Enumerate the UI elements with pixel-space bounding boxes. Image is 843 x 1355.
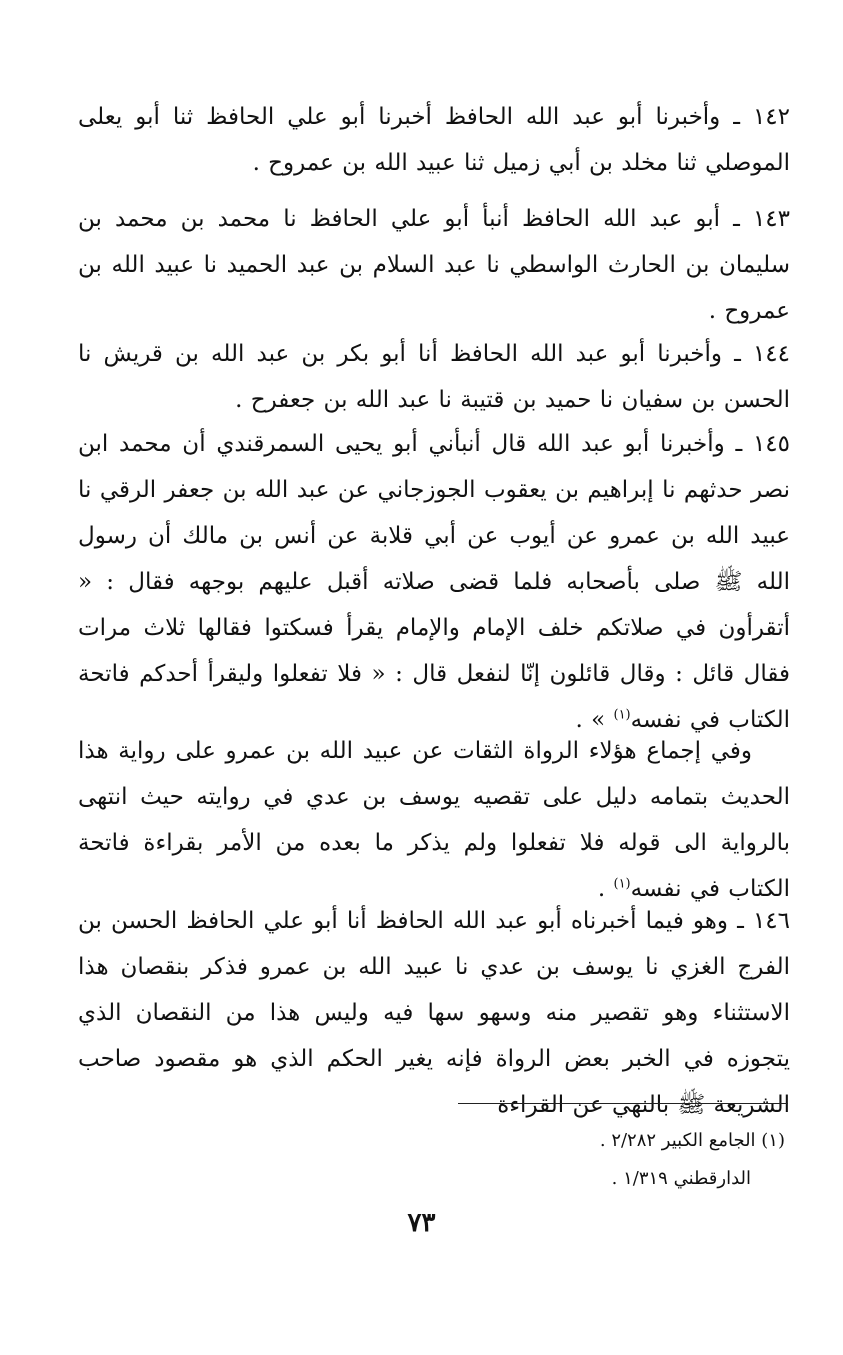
hadith-143: [78, 196, 790, 334]
hadith-144: [78, 331, 790, 423]
footnotes: [600, 1122, 785, 1198]
page-number: ٧٣: [407, 1208, 436, 1238]
footnote-2: الدارقطني ١/٣١٩ .: [611, 1168, 751, 1189]
hadith-145: [78, 421, 790, 743]
paragraph-146: ١٤٦ ـ وهو فيما أخبرناه أبو عبد الله الحافظ أنا أبو علي الحافظ الحسن بن الفرج الغزي نا يوسف بن عدي نا عبيد الله بن عمرو فذكر بنقصان هذا الاستثناء وهو تقصير منه وسهو سها فيه وليس هذا من النقصان الذي يتجوزه في الخبر بعض الرواة فإنه يغير الحكم الذي هو مقصود صاحب الشريعة ﷺ بالنهي عن القراءة: [78, 908, 790, 1118]
paragraph-143: ١٤٣ ـ أبو عبد الله الحافظ أنبأ أبو علي الحافظ نا محمد بن محمد بن سليمان بن الحارث الواسطي نا عبد السلام بن عبد الحميد نا عبيد الله بن عمروح .: [78, 206, 790, 324]
commentary: [78, 728, 790, 912]
paragraph-145-end: » .: [575, 707, 614, 733]
hadith-142: [78, 94, 790, 186]
commentary-text: وفي إجماع هؤلاء الرواة الثقات عن عبيد الله بن عمرو على رواية هذا الحديث بتمامه دليل على تقصيه يوسف بن عدي في روايته حيث انتهى بالرواية الى قوله فلا تفعلوا ولم يذكر ما بعده من الأمر بقراءة فاتحة الكتاب في نفسه: [78, 738, 790, 902]
paragraph-144: ١٤٤ ـ وأخبرنا أبو عبد الله الحافظ أنا أبو بكر بن عبد الله بن قريش نا الحسن بن سفيان نا حميد بن قتيبة نا عبد الله بن جعفرح .: [78, 341, 790, 413]
paragraph-145: [78, 421, 790, 743]
footnote-1: (١) الجامع الكبير ٢/٢٨٢ .: [599, 1130, 785, 1151]
paragraph-commentary: [78, 728, 790, 912]
footnote-ref-commentary: (١): [613, 876, 631, 892]
footnote-divider: [458, 1103, 788, 1104]
footnote-ref-145: (١): [613, 707, 631, 723]
paragraph-145-text: ١٤٥ ـ وأخبرنا أبو عبد الله قال أنبأني أبو يحيى السمرقندي أن محمد ابن نصر حدثهم نا إبراهيم بن يعقوب الجوزجاني عن عبد الله بن جعفر الرقي نا عبيد الله بن عمرو عن أيوب عن أبي قلابة عن أنس بن مالك أن رسول الله ﷺ صلى بأصحابه فلما قضى صلاته أقبل عليهم بوجهه فقال : « أتقرأون في صلاتكم خلف الإمام والإمام يقرأ فسكتوا فقالها ثلاث مرات فقال قائل : وقال قائلون إنّا لنفعل قال : « فلا تفعلوا وليقرأ أحدكم فاتحة الكتاب في نفسه: [78, 431, 790, 733]
hadith-146: [78, 898, 790, 1128]
paragraph-142: ١٤٢ ـ وأخبرنا أبو عبد الله الحافظ أخبرنا أبو علي الحافظ ثنا أبو يعلى الموصلي ثنا مخلد بن أبي زميل ثنا عبيد الله بن عمروح .: [78, 104, 790, 176]
commentary-end: .: [597, 876, 614, 902]
